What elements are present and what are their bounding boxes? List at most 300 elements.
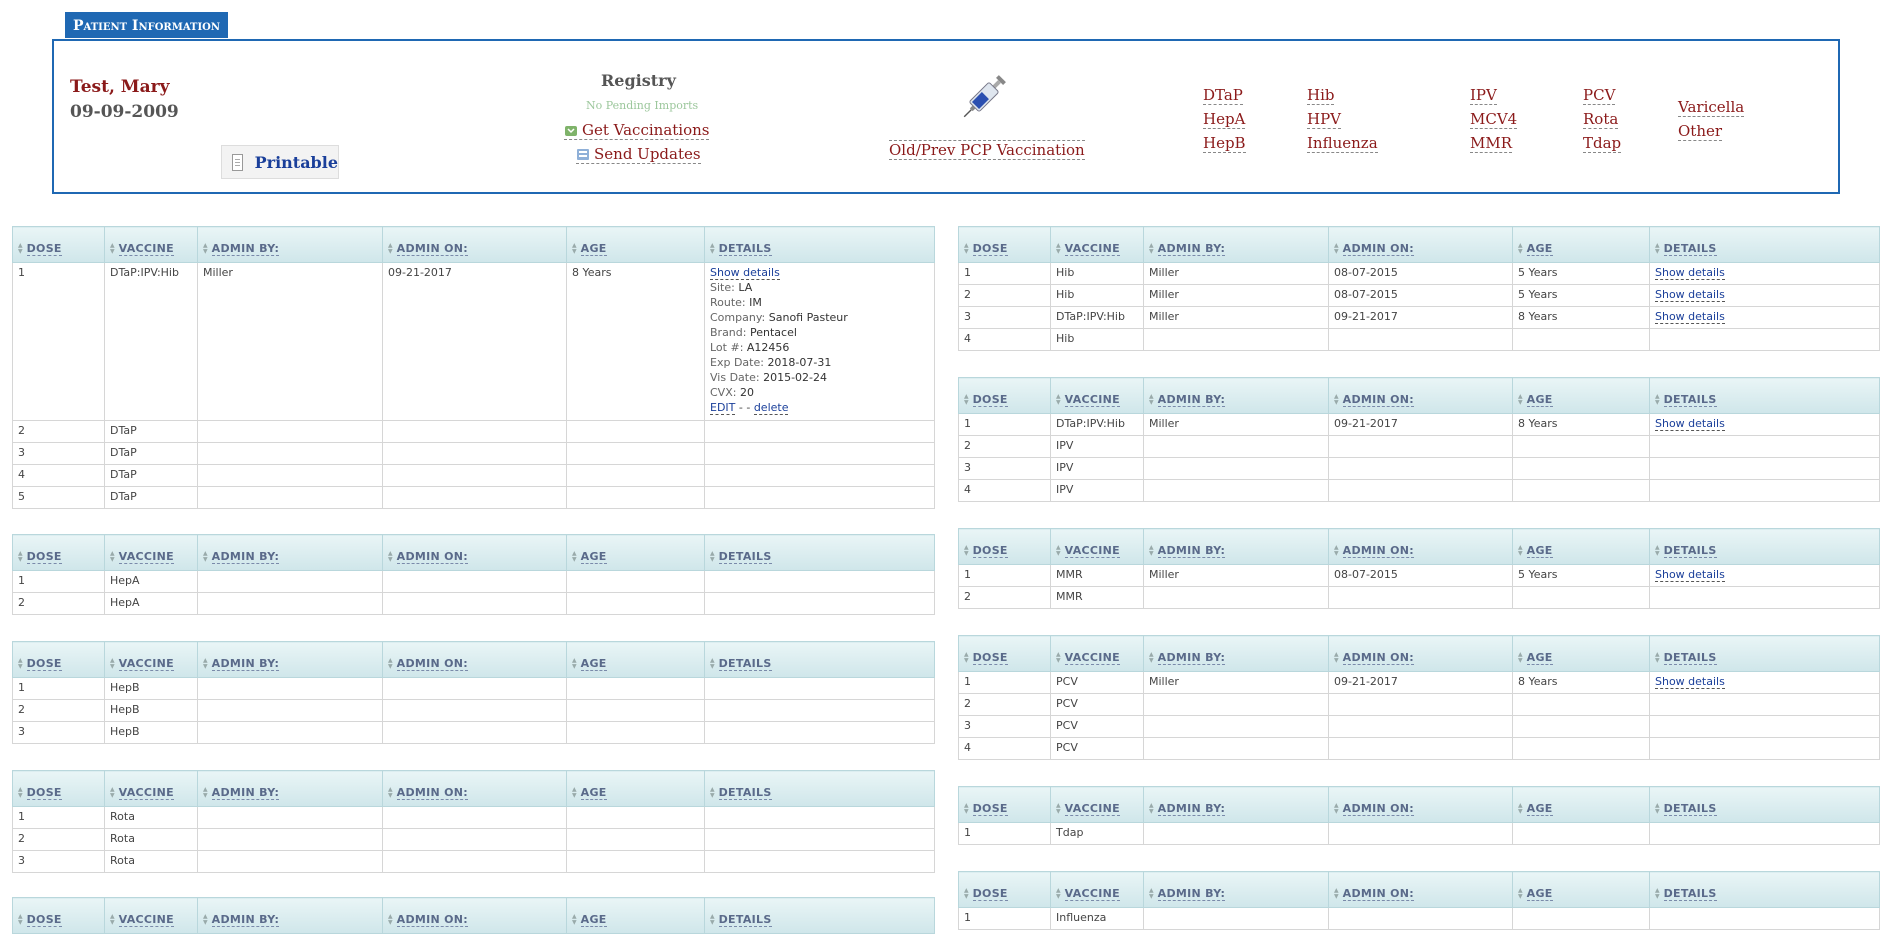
column-header-label: DOSE [972,651,1008,664]
column-header-label: AGE [1526,651,1553,664]
sort-icon: ▲ ▼ [710,786,715,799]
column-header-label: VACCINE [118,550,174,563]
column-header-vaccine[interactable] [1051,636,1144,672]
send-updates-link[interactable] [576,145,701,164]
column-header-admin-on[interactable] [1329,787,1513,823]
age-cell [567,443,705,465]
column-header-vaccine[interactable] [105,227,198,263]
sort-icon: ▲ ▼ [110,550,115,563]
column-header-admin-by[interactable] [198,227,383,263]
upload-icon [576,147,590,161]
column-header-label: DETAILS [718,242,772,255]
sort-icon: ▲ ▼ [1056,651,1061,664]
sort-icon: ▲ ▼ [388,550,393,563]
column-header-label: ADMIN BY: [211,550,280,563]
sort-icon: ▲ ▼ [388,242,393,255]
age-cell: 8 Years [1513,672,1650,694]
column-header-label: ADMIN BY: [1157,802,1226,815]
admin-by-cell [198,678,383,700]
sort-icon: ▲ ▼ [710,913,715,926]
column-header-label: DOSE [26,913,62,926]
admin-on-cell [383,443,567,465]
column-header-label: AGE [1526,802,1553,815]
dose-cell: 1 [959,414,1051,436]
admin-by-cell [1144,436,1329,458]
vaccine-dose-table [12,897,935,934]
sort-icon: ▲ ▼ [110,657,115,670]
dose-cell: 1 [959,565,1051,587]
column-header-age[interactable] [1513,787,1650,823]
table-row [13,421,935,443]
column-header-vaccine[interactable] [1051,529,1144,565]
column-header-label: ADMIN BY: [1157,651,1226,664]
dose-cell: 4 [959,480,1051,502]
vaccine-cell: DTaP [105,443,198,465]
details-cell [705,263,935,421]
detail-company: Company: Sanofi Pasteur [710,311,848,324]
column-header-vaccine[interactable] [1051,378,1144,414]
sort-icon: ▲ ▼ [964,242,969,255]
column-header-admin-by[interactable] [1144,227,1329,263]
admin-on-cell [383,678,567,700]
column-header-age[interactable] [1513,529,1650,565]
show-details-link[interactable]: Show details [1655,288,1725,301]
age-cell [567,421,705,443]
edit-link[interactable]: EDIT [710,401,736,414]
column-header-label: DOSE [972,802,1008,815]
sort-icon: ▲ ▼ [203,242,208,255]
vaccine-link-hib[interactable]: Hib [1307,86,1335,104]
column-header-vaccine[interactable] [105,535,198,571]
sort-icon: ▲ ▼ [1655,393,1660,406]
vaccine-cell: PCV [1051,716,1144,738]
sort-icon: ▲ ▼ [1149,887,1154,900]
column-header-label: DOSE [972,887,1008,900]
vaccine-cell: DTaP:IPV:Hib [105,263,198,421]
column-header-label: DETAILS [718,657,772,670]
sort-icon: ▲ ▼ [388,657,393,670]
detail-brand: Brand: Pentacel [710,326,797,339]
column-header-label: VACCINE [118,657,174,670]
column-header-label: ADMIN BY: [1157,887,1226,900]
column-header-dose[interactable] [13,642,105,678]
column-header-admin-by[interactable] [1144,872,1329,908]
column-header-label: VACCINE [118,913,174,926]
table-row [959,263,1880,285]
admin-on-cell [1329,458,1513,480]
admin-by-cell [198,571,383,593]
column-header-vaccine[interactable] [1051,787,1144,823]
vaccine-link-hepa[interactable]: HepA [1203,110,1246,128]
column-header-dose[interactable] [959,227,1051,263]
details-cell [705,807,935,829]
column-header-label: AGE [1526,544,1553,557]
details-cell [705,443,935,465]
vaccine-link-hpv[interactable]: HPV [1307,110,1342,128]
admin-on-cell: 09-21-2017 [1329,307,1513,329]
patient-information-tab[interactable]: Patient Information [65,12,228,38]
details-cell [1650,823,1880,845]
column-header-age[interactable] [1513,872,1650,908]
column-header-label: AGE [580,786,607,799]
sort-icon: ▲ ▼ [1334,544,1339,557]
column-header-age[interactable] [1513,378,1650,414]
delete-link[interactable]: delete [753,401,789,414]
column-header-dose[interactable] [13,535,105,571]
vaccine-dose-table [958,786,1880,845]
admin-by-cell [198,465,383,487]
column-header-admin-on[interactable] [1329,378,1513,414]
vaccine-cell: Hib [1051,329,1144,351]
column-header-label: DETAILS [1663,544,1717,557]
sort-icon: ▲ ▼ [1149,651,1154,664]
column-header-admin-by[interactable] [1144,529,1329,565]
details-cell [1650,436,1880,458]
dose-cell: 4 [13,465,105,487]
column-header-admin-on[interactable] [1329,636,1513,672]
column-header-label: VACCINE [1064,887,1120,900]
column-header-vaccine[interactable] [1051,872,1144,908]
age-cell [567,700,705,722]
table-row [13,263,935,421]
dose-cell: 1 [959,672,1051,694]
column-header-details[interactable] [705,227,935,263]
vaccine-cell: Rota [105,829,198,851]
dose-cell: 1 [13,571,105,593]
column-header-label: AGE [1526,393,1553,406]
sort-icon: ▲ ▼ [18,786,23,799]
column-header-label: VACCINE [118,242,174,255]
column-header-label: ADMIN BY: [211,657,280,670]
vaccine-cell: MMR [1051,587,1144,609]
patient-info-panel [52,39,1840,194]
age-cell [567,829,705,851]
vaccine-link-tdap[interactable]: Tdap [1583,134,1622,152]
sort-icon: ▲ ▼ [964,651,969,664]
column-header-admin-on[interactable] [383,771,567,807]
dose-cell: 3 [13,722,105,744]
admin-on-cell: 09-21-2017 [383,263,567,421]
vaccine-cell: DTaP [105,421,198,443]
column-header-label: DETAILS [718,786,772,799]
admin-by-cell: Miller [1144,307,1329,329]
details-cell [1650,565,1880,587]
age-cell [567,487,705,509]
column-header-label: ADMIN BY: [211,786,280,799]
vaccine-link-dtap[interactable]: DTaP [1203,86,1243,104]
column-header-admin-by[interactable] [1144,787,1329,823]
column-header-label: VACCINE [1064,802,1120,815]
vaccine-cell: Hib [1051,263,1144,285]
column-header-admin-by[interactable] [198,771,383,807]
admin-by-cell [198,829,383,851]
details-cell [705,593,935,615]
column-header-vaccine[interactable] [105,642,198,678]
table-row [13,443,935,465]
column-header-admin-on[interactable] [1329,529,1513,565]
vaccine-cell: IPV [1051,480,1144,502]
admin-on-cell [383,593,567,615]
column-header-age[interactable] [567,771,705,807]
column-header-dose[interactable] [13,771,105,807]
column-header-label: VACCINE [1064,393,1120,406]
age-cell [1513,694,1650,716]
vaccine-link-hepb[interactable]: HepB [1203,134,1246,152]
vaccine-cell: HepA [105,593,198,615]
vaccine-dose-table [958,377,1880,502]
vaccine-dose-table [958,528,1880,609]
admin-on-cell: 08-07-2015 [1329,285,1513,307]
table-row [13,851,935,873]
column-header-details[interactable] [1650,636,1880,672]
details-cell [1650,694,1880,716]
column-header-label: ADMIN ON: [1342,544,1414,557]
vaccine-link-other[interactable]: Other [1678,122,1723,140]
dose-cell: 1 [13,678,105,700]
vaccine-link-pcv[interactable]: PCV [1583,86,1616,104]
vaccine-cell: MMR [1051,565,1144,587]
admin-by-cell [1144,458,1329,480]
column-header-label: ADMIN ON: [1342,393,1414,406]
dose-cell: 2 [13,421,105,443]
sort-icon: ▲ ▼ [110,913,115,926]
admin-on-cell [383,722,567,744]
sort-icon: ▲ ▼ [1655,651,1660,664]
table-row [959,329,1880,351]
patient-dob: 09-09-2009 [70,102,179,122]
show-details-link[interactable]: Show details [1655,568,1725,581]
dose-cell: 3 [959,458,1051,480]
get-vaccinations-label: Get Vaccinations [582,121,710,139]
column-header-details[interactable] [1650,378,1880,414]
sort-icon: ▲ ▼ [1518,651,1523,664]
sort-icon: ▲ ▼ [710,550,715,563]
column-header-label: ADMIN BY: [1157,242,1226,255]
column-header-dose[interactable] [959,872,1051,908]
column-header-label: DETAILS [1663,651,1717,664]
admin-by-cell: Miller [198,263,383,421]
column-header-details[interactable] [705,642,935,678]
table-row [959,672,1880,694]
column-header-details[interactable] [1650,872,1880,908]
vaccine-dose-table [12,534,935,615]
admin-by-cell [1144,587,1329,609]
sort-icon: ▲ ▼ [110,786,115,799]
column-header-dose[interactable] [13,898,105,934]
detail-lot: Lot #: A12456 [710,341,790,354]
sort-icon: ▲ ▼ [1149,544,1154,557]
age-cell [567,465,705,487]
column-header-label: DETAILS [1663,242,1717,255]
column-header-label: DOSE [972,544,1008,557]
admin-by-cell [1144,716,1329,738]
column-header-label: DOSE [26,657,62,670]
admin-on-cell [1329,716,1513,738]
table-row [959,716,1880,738]
age-cell: 5 Years [1513,263,1650,285]
sort-icon: ▲ ▼ [1518,802,1523,815]
column-header-label: DOSE [26,786,62,799]
edit-delete-actions [710,400,934,415]
admin-by-cell [1144,694,1329,716]
column-header-admin-on[interactable] [383,535,567,571]
show-details-link[interactable]: Show details [1655,266,1725,279]
column-header-age[interactable] [1513,636,1650,672]
column-header-details[interactable] [1650,227,1880,263]
admin-on-cell [1329,587,1513,609]
admin-on-cell [1329,480,1513,502]
column-header-vaccine[interactable] [105,898,198,934]
sort-icon: ▲ ▼ [18,242,23,255]
printable-button[interactable] [221,145,339,179]
vaccine-cell: HepB [105,722,198,744]
admin-on-cell [1329,694,1513,716]
column-header-label: AGE [580,550,607,563]
column-header-label: AGE [1526,242,1553,255]
column-header-age[interactable] [567,227,705,263]
old-prev-pcp-vaccination-link[interactable]: Old/Prev PCP Vaccination [889,141,1085,159]
table-row [959,694,1880,716]
column-header-admin-on[interactable] [383,898,567,934]
age-cell: 5 Years [1513,565,1650,587]
column-header-label: ADMIN ON: [396,657,468,670]
admin-on-cell [383,807,567,829]
table-row [13,678,935,700]
column-header-vaccine[interactable] [1051,227,1144,263]
syringe-icon [954,67,1014,127]
vaccine-dose-table [958,635,1880,760]
column-header-age[interactable] [567,898,705,934]
vaccine-dose-table [12,641,935,744]
vaccine-link-mcv4[interactable]: MCV4 [1470,110,1518,128]
column-header-vaccine[interactable] [105,771,198,807]
column-header-label: DOSE [26,550,62,563]
dose-cell: 1 [13,263,105,421]
admin-on-cell [383,851,567,873]
dose-cell: 2 [959,285,1051,307]
detail-exp: Exp Date: 2018-07-31 [710,356,832,369]
admin-by-cell: Miller [1144,414,1329,436]
column-header-details[interactable] [705,771,935,807]
column-header-admin-by[interactable] [198,642,383,678]
show-details-link[interactable]: Show details [710,266,780,279]
column-header-admin-on[interactable] [1329,227,1513,263]
vaccine-link-ipv[interactable]: IPV [1470,86,1497,104]
details-cell [1650,263,1880,285]
column-header-admin-by[interactable] [198,535,383,571]
sort-icon: ▲ ▼ [1056,802,1061,815]
table-row [959,587,1880,609]
dose-cell: 1 [959,823,1051,845]
vaccine-link-influenza[interactable]: Influenza [1307,134,1378,152]
admin-by-cell: Miller [1144,565,1329,587]
details-cell [705,678,935,700]
sort-icon: ▲ ▼ [710,242,715,255]
table-row [959,480,1880,502]
age-cell [1513,480,1650,502]
show-details-link[interactable]: Show details [1655,417,1725,430]
admin-by-cell: Miller [1144,263,1329,285]
admin-by-cell [1144,738,1329,760]
action-separator: - - [735,401,754,414]
details-cell [705,571,935,593]
detail-route: Route: IM [710,296,762,309]
column-header-details[interactable] [1650,529,1880,565]
get-vaccinations-link[interactable] [564,121,709,140]
column-header-label: AGE [580,657,607,670]
admin-on-cell [1329,329,1513,351]
sort-icon: ▲ ▼ [964,393,969,406]
sort-icon: ▲ ▼ [388,913,393,926]
vaccine-link-rota[interactable]: Rota [1583,110,1619,128]
sort-icon: ▲ ▼ [1149,802,1154,815]
show-details-link[interactable]: Show details [1655,675,1725,688]
dose-cell: 3 [13,443,105,465]
table-row [13,829,935,851]
column-header-dose[interactable] [13,227,105,263]
sort-icon: ▲ ▼ [1149,242,1154,255]
sort-icon: ▲ ▼ [203,657,208,670]
column-header-details[interactable] [1650,787,1880,823]
column-header-age[interactable] [1513,227,1650,263]
column-header-label: ADMIN ON: [396,242,468,255]
vaccine-cell: IPV [1051,436,1144,458]
column-header-admin-by[interactable] [1144,378,1329,414]
admin-by-cell [198,851,383,873]
admin-by-cell [198,807,383,829]
vaccine-link-mmr[interactable]: MMR [1470,134,1513,152]
column-header-details[interactable] [705,898,935,934]
column-header-details[interactable] [705,535,935,571]
column-header-dose[interactable] [959,636,1051,672]
sort-icon: ▲ ▼ [1056,887,1061,900]
vaccine-dose-table [958,871,1880,930]
document-icon [232,154,243,171]
column-header-admin-by[interactable] [1144,636,1329,672]
column-header-admin-by[interactable] [198,898,383,934]
admin-on-cell: 09-21-2017 [1329,672,1513,694]
column-header-dose[interactable] [959,787,1051,823]
vaccine-link-varicella[interactable]: Varicella [1678,98,1745,116]
show-details-link[interactable]: Show details [1655,310,1725,323]
sort-icon: ▲ ▼ [203,786,208,799]
vaccine-cell: Hib [1051,285,1144,307]
column-header-dose[interactable] [959,378,1051,414]
admin-on-cell: 08-07-2015 [1329,565,1513,587]
vaccine-cell: HepA [105,571,198,593]
dose-cell: 2 [959,436,1051,458]
admin-on-cell [1329,823,1513,845]
column-header-dose[interactable] [959,529,1051,565]
admin-by-cell: Miller [1144,285,1329,307]
column-header-admin-on[interactable] [383,642,567,678]
table-row [959,307,1880,329]
sort-icon: ▲ ▼ [572,786,577,799]
column-header-label: VACCINE [1064,651,1120,664]
table-row [959,414,1880,436]
patient-name: Test, Mary [70,77,170,97]
column-header-age[interactable] [567,535,705,571]
details-cell [705,700,935,722]
age-cell [567,678,705,700]
dose-cell: 1 [959,908,1051,930]
sort-icon: ▲ ▼ [572,657,577,670]
column-header-admin-on[interactable] [1329,872,1513,908]
column-header-age[interactable] [567,642,705,678]
sort-icon: ▲ ▼ [18,550,23,563]
column-header-admin-on[interactable] [383,227,567,263]
admin-on-cell [383,829,567,851]
